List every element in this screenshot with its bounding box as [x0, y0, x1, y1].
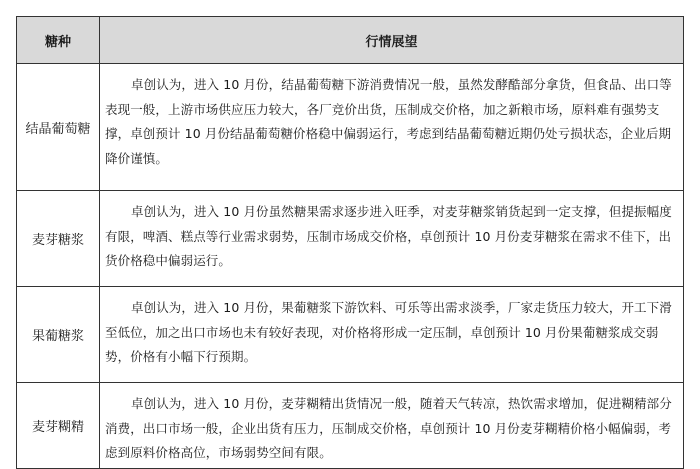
outlook-text: 卓创认为，进入 10 月份，结晶葡萄糖下游消费情况一般，虽然发酵酷部分拿货，但食品、出口等表现一般，上游市场供应压力较大，各厂竞价出货，压制成交价格，加之新粮市场，原料难有强势支撑，卓创预计 10 月份结晶葡萄糖价格稳中偏弱运行，考虑到结晶葡萄糖近期仍处亏损状态，企业后期降价谨慎。 — [105, 77, 672, 166]
product-name: 麦芽糊精 — [17, 383, 100, 468]
table-row — [17, 190, 683, 286]
table-header-row — [17, 17, 683, 63]
table-row — [17, 286, 683, 382]
outlook-text: 卓创认为，进入 10 月份虽然糖果需求逐步进入旺季，对麦芽糖浆销货起到一定支撑，但提振幅度有限，啤酒、糕点等行业需求弱势，压制市场成交价格，卓创预计 10 月份麦芽糖浆在需求不佳下，出货价格稳中偏弱运行。 — [105, 204, 672, 268]
header-outlook: 行情展望 — [365, 34, 418, 50]
product-name: 麦芽糖浆 — [17, 191, 100, 286]
product-name: 果葡糖浆 — [17, 287, 100, 382]
table-row — [17, 63, 683, 190]
header-product: 糖种 — [17, 17, 100, 63]
outlook-text: 卓创认为，进入 10 月份，果葡糖浆下游饮料、可乐等出需求淡季，厂家走货压力较大，开工下滑至低位，加之出口市场也未有较好表现，对价格将形成一定压制，卓创预计 10 月份果葡糖浆成交弱势，价格有小幅下行预期。 — [105, 300, 672, 364]
product-name: 结晶葡萄糖 — [17, 64, 100, 190]
outlook-text: 卓创认为，进入 10 月份，麦芽糊精出货情况一般，随着天气转凉，热饮需求增加，促进糊精部分消费，出口市场一般，企业出货有压力，压制成交价格，卓创预计 10 月份麦芽糊精价格小幅偏弱，考虑到原料价格高位，市场弱势空间有限。 — [105, 396, 672, 460]
table-row — [17, 382, 683, 468]
outlook-table — [16, 16, 684, 469]
